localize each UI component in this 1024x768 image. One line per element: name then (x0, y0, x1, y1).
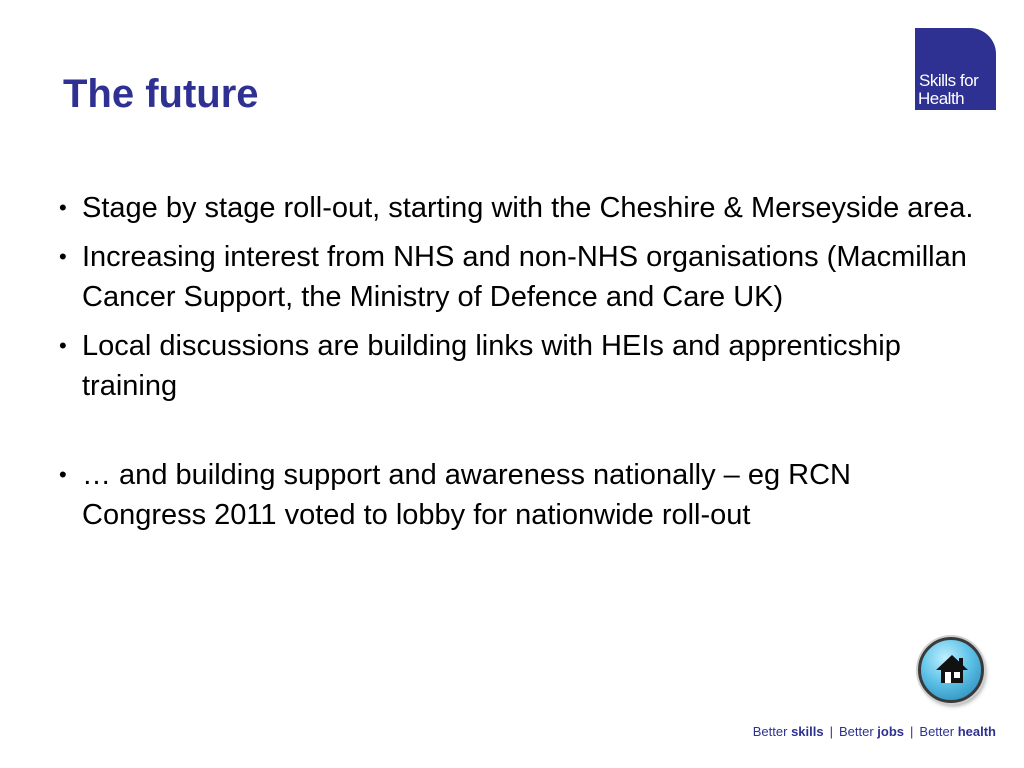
home-icon (935, 652, 969, 686)
bullet-text: … and building support and awareness nationally – eg RCN Congress 2011 voted to lobby for nationwide roll-out (82, 459, 851, 531)
footer-tagline (753, 724, 996, 739)
bullet-text: Local discussions are building links with HEIs and apprenticship training (82, 330, 901, 402)
tagline-better-1: Better (752, 724, 792, 739)
tagline-better-3: Better (919, 724, 958, 739)
bullet-item (59, 237, 979, 317)
bullet-marker: • (59, 195, 67, 220)
logo-text-line2: Health (918, 89, 965, 108)
slide-title: The future (63, 72, 259, 116)
tagline-separator: | (910, 724, 914, 739)
bullet-item (59, 455, 979, 535)
bullet-text: Stage by stage roll-out, starting with the Cheshire & Merseyside area. (82, 192, 974, 224)
bullet-marker: • (59, 462, 67, 487)
tagline-skills: skills (791, 724, 824, 739)
bullet-text: Increasing interest from NHS and non-NHS organisations (Macmillan Cancer Support, the Ministry of Defence and Care UK) (82, 241, 967, 313)
bullet-marker: • (59, 333, 67, 358)
home-button[interactable] (918, 637, 984, 703)
logo-text-line1: Skills for (919, 71, 979, 90)
tagline-health: health (957, 724, 996, 739)
bullet-item (59, 188, 979, 228)
tagline-separator: | (829, 724, 833, 739)
tagline-better-2: Better (838, 724, 878, 739)
skills-for-health-logo (915, 28, 996, 110)
bullet-item (59, 326, 979, 406)
tagline-jobs: jobs (877, 724, 905, 739)
bullet-marker: • (59, 244, 67, 269)
bullet-list (59, 188, 979, 544)
